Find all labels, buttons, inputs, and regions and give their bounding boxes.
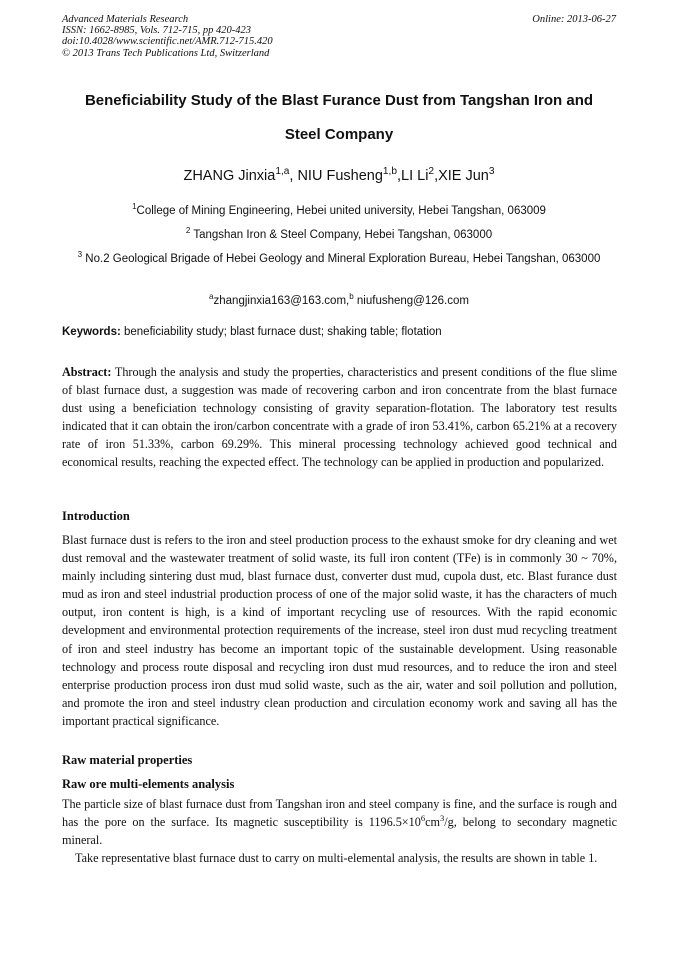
email-link[interactable]: zhangjinxia163@163.com, bbox=[213, 295, 350, 307]
subsection-heading-multi-elements: Raw ore multi-elements analysis bbox=[62, 777, 235, 791]
affiliation-superscript: 2 bbox=[185, 226, 191, 236]
author-superscript: 2 bbox=[428, 166, 435, 178]
section-heading-raw-material: Raw material properties bbox=[62, 753, 193, 767]
author-name: ,LI Li bbox=[396, 168, 429, 184]
affiliation-2 bbox=[70, 227, 608, 244]
journal-name: Advanced Materials Research bbox=[62, 14, 189, 25]
affiliation-text: No.2 Geological Brigade of Hebei Geology and Mineral Exploration Bureau, Hebei Tangshan, 063000 bbox=[82, 253, 601, 265]
author-emails bbox=[70, 293, 608, 310]
author-list bbox=[40, 168, 638, 184]
affiliation-1 bbox=[70, 203, 608, 220]
doi-line: doi:10.4028/www.scientific.net/AMR.712-715.420 bbox=[62, 36, 273, 48]
paper-title-line1: Beneficiability Study of the Blast Furance Dust from Tangshan Iron and bbox=[84, 92, 594, 109]
author-name: ,XIE Jun bbox=[434, 168, 489, 184]
raw-material-paragraph-1 bbox=[62, 795, 617, 849]
email-superscript: a bbox=[209, 292, 214, 302]
issn-line: ISSN: 1662-8985, Vols. 712-715, pp 420-423 bbox=[62, 25, 251, 37]
paper-title-line2: Steel Company bbox=[284, 126, 394, 143]
copyright-line: © 2013 Trans Tech Publications Ltd, Switzerland bbox=[62, 47, 270, 59]
raw-material-paragraph-2: Take representative blast furnace dust to carry on multi-elemental analysis, the results are shown in table 1. bbox=[75, 851, 598, 865]
keywords bbox=[62, 326, 442, 338]
email-link[interactable]: niufusheng@126.com bbox=[353, 295, 469, 307]
abstract-label: Abstract: bbox=[62, 365, 112, 379]
author-name: ZHANG Jinxia bbox=[183, 168, 276, 184]
exponent: 3 bbox=[440, 813, 445, 824]
affiliation-superscript: 3 bbox=[77, 250, 83, 260]
journal-header bbox=[62, 14, 273, 59]
paragraph-text: The particle size of blast furnace dust from Tangshan iron and steel company is fine, and the surface is rough and has the pore on the surface. Its magnetic susceptibility is 1196.5×10 bbox=[62, 797, 617, 830]
section-heading-introduction: Introduction bbox=[62, 509, 130, 523]
author-superscript: 3 bbox=[488, 166, 495, 178]
online-date: Online: 2013-06-27 bbox=[532, 14, 616, 25]
affiliation-3 bbox=[70, 251, 608, 268]
abstract bbox=[62, 363, 617, 472]
paragraph-text: cm bbox=[425, 815, 441, 830]
paragraph-text: /g, belong to secondary magnetic mineral. bbox=[62, 815, 618, 848]
affiliation-superscript: 1 bbox=[132, 202, 137, 212]
author-name: , NIU Fusheng bbox=[289, 168, 383, 184]
author-superscript: 1,a bbox=[275, 166, 290, 178]
keywords-label: Keywords: bbox=[62, 326, 121, 338]
exponent: 6 bbox=[420, 813, 426, 824]
keywords-text: beneficiability study; blast furnace dust; shaking table; flotation bbox=[120, 326, 442, 338]
author-superscript: 1,b bbox=[382, 166, 397, 178]
affiliation-text: Tangshan Iron & Steel Company, Hebei Tangshan, 063000 bbox=[190, 229, 493, 241]
abstract-text: Through the analysis and study the properties, characteristics and present conditions of the flue slime of blast furnace dust, a suggestion was made of recovering carbon and iron concentrate from the blast furnace dust using a beneficiation technology consisting of gravity separation-flotation. The laboratory test results indicated that it can obtain the iron/carbon concentrate with a grade of iron 53.41%, carbon 65.21% at a recovery rate of iron 51.33%, carbon 69.29%. This mineral processing technology achieved good technical and economical results, reaching the expected effect. The technology can be applied in production and popularized. bbox=[62, 365, 617, 470]
affiliation-text: College of Mining Engineering, Hebei united university, Hebei Tangshan, 063009 bbox=[136, 205, 546, 217]
email-superscript: b bbox=[349, 292, 354, 302]
introduction-paragraph: Blast furnace dust is refers to the iron and steel production process to the exhaust smoke for dry cleaning and wet dust removal and the wastewater treatment of solid waste, its full iron content (TFe) is in commonly 30 ~ 70%, mainly including sintering dust mud, blast furnace dust, converter dust mud, cupola dust, etc. Blast furance dust mud as iron and steel industrial production process of one of the major solid waste, it has the characters of much output, iron content is high, is a kind of important recycling use of resources. With the rapid economic development and environmental protection requirements of the increase, steel iron dust mud recycling treatment of iron and steel industry has become an important topic of the sustainable development. Using reasonable technology and process route disposal and recycling iron dust mud resources, and to reduce the iron and steel enterprise production process iron dust mud solid waste, such as the air, water and soil pollution and pollution, and promote the iron and steel industry clean production and circulation economy work and saving all has the important practical significance. bbox=[62, 533, 617, 728]
